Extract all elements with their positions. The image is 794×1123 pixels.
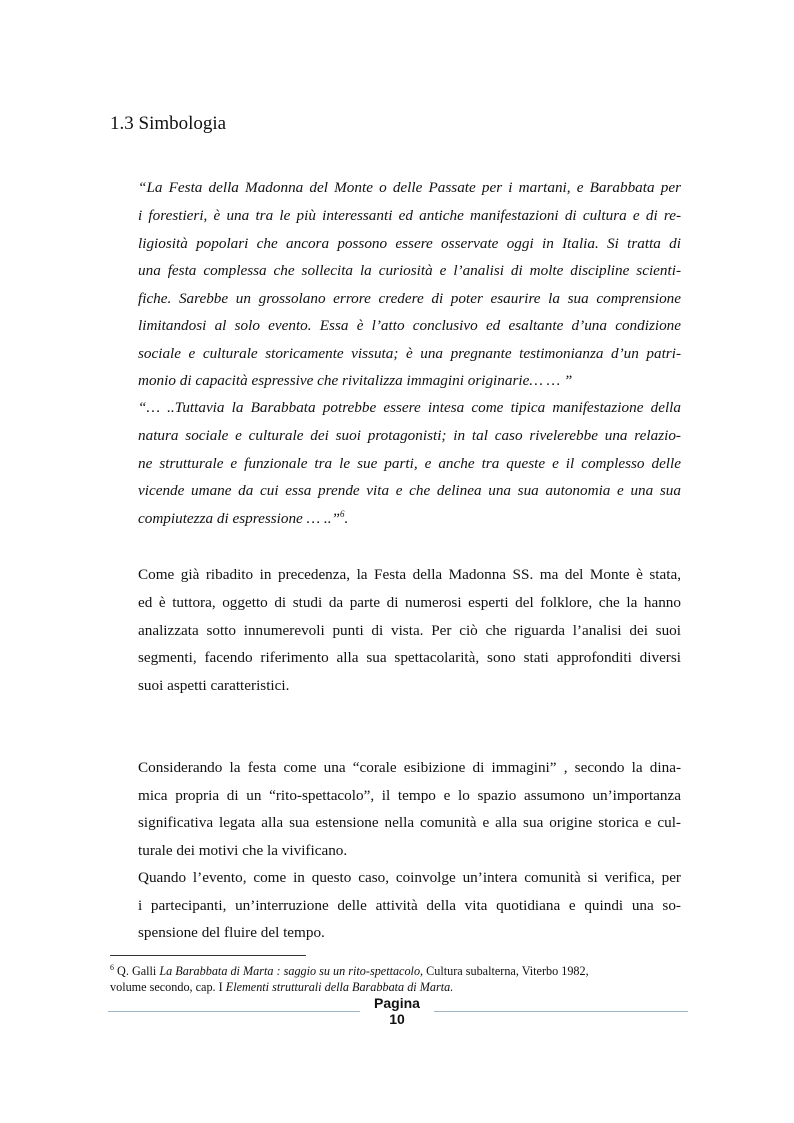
paragraph-line: spensione del fluire del tempo. bbox=[138, 924, 325, 941]
quote-last-text: compiutezza di espressione … ..” bbox=[138, 510, 340, 527]
quote-end: . bbox=[344, 510, 349, 527]
paragraph-line: ed è tuttora, oggetto di studi da parte di numerosi esperti del folklore, che la hanno bbox=[138, 594, 681, 611]
quote-line: ne strutturale e funzionale tra le sue parti, e anche tra queste e il complesso delle bbox=[138, 455, 681, 472]
paragraph-line: analizzata sotto innumerevoli punti di vista. Per ciò che riguarda l’analisi dei suoi bbox=[138, 622, 681, 639]
section-heading: 1.3 Simbologia bbox=[110, 113, 227, 134]
paragraph-line: Considerando la festa come una “corale esibizione di immagini” , secondo la dina- bbox=[138, 759, 681, 776]
footnote-title: La Barabbata di Marta : saggio su un rito-spettacolo, bbox=[159, 964, 424, 978]
page-label: Pagina bbox=[374, 995, 420, 1011]
footnote-separator bbox=[110, 955, 306, 956]
footnote-reference[interactable]: 6 bbox=[339, 509, 345, 519]
footnote-volume: volume secondo, cap. I bbox=[110, 980, 226, 994]
paragraph-line: turale dei motivi che la vivificano. bbox=[138, 842, 348, 859]
footnote-author: Q. Galli bbox=[114, 964, 160, 978]
quote-line: vicende umane da cui essa prende vita e che delinea una sua autonomia e una sua bbox=[138, 482, 681, 499]
paragraph-line: i partecipanti, un’interruzione delle attività della vita quotidiana e quindi una so- bbox=[138, 897, 681, 914]
quote-line: i forestieri, è una tra le più interessanti ed antiche manifestazioni di cultura e di re- bbox=[138, 207, 681, 224]
paragraph-line: significativa legata alla sua estensione nella comunità e alla sua origine storica e cul- bbox=[138, 814, 681, 831]
quote-line: sociale e culturale storicamente vissuta; è una pregnante testimonianza d’un patri- bbox=[138, 345, 681, 362]
paragraph-line: suoi aspetti caratteristici. bbox=[138, 677, 290, 694]
footnote-chapter-title: Elementi strutturali della Barabbata di Marta. bbox=[225, 980, 454, 994]
footer-rule-right bbox=[434, 1011, 688, 1012]
quote-line: limitandosi al solo evento. Essa è l’atto conclusivo ed esaltante d’una condizione bbox=[138, 317, 681, 334]
quote-line: una festa complessa che sollecita la curiosità e l’analisi di molte discipline scienti- bbox=[138, 262, 681, 279]
footer-rule-left bbox=[108, 1011, 360, 1012]
paragraph-line: Quando l’evento, come in questo caso, coinvolge un’intera comunità si verifica, per bbox=[138, 869, 681, 886]
footnote-publisher: Cultura subalterna, Viterbo 1982, bbox=[423, 964, 589, 978]
quote-line: “La Festa della Madonna del Monte o delle Passate per i martani, e Barabbata per bbox=[138, 179, 681, 196]
paragraph-line: Come già ribadito in precedenza, la Festa della Madonna SS. ma del Monte è stata, bbox=[138, 566, 681, 583]
footnote-line-2 bbox=[110, 979, 453, 995]
footnote-number: 6 bbox=[110, 963, 114, 972]
quote-line: fiche. Sarebbe un grossolano errore credere di poter esaurire la sua comprensione bbox=[138, 290, 681, 307]
paragraph-line: mica propria di un “rito-spettacolo”, il tempo e lo spazio assumono un’importanza bbox=[138, 787, 681, 804]
quote-line: “… ..Tuttavia la Barabbata potrebbe essere intesa come tipica manifestazione della bbox=[138, 399, 681, 416]
footnote-line-1 bbox=[110, 963, 589, 979]
quote-line: monio di capacità espressive che rivitalizza immagini originarie… … ” bbox=[138, 372, 573, 389]
quote-last-line bbox=[138, 509, 681, 529]
quote-line: natura sociale e culturale dei suoi protagonisti; in tal caso rivelerebbe una relazio- bbox=[138, 427, 681, 444]
page-number-value: 10 bbox=[389, 1011, 405, 1027]
paragraph-line: segmenti, facendo riferimento alla sua spettacolarità, sono stati approfonditi diversi bbox=[138, 649, 681, 666]
quote-line: ligiosità popolari che ancora possono essere osservate oggi in Italia. Si tratta di bbox=[138, 235, 681, 252]
page-number bbox=[362, 995, 432, 1027]
